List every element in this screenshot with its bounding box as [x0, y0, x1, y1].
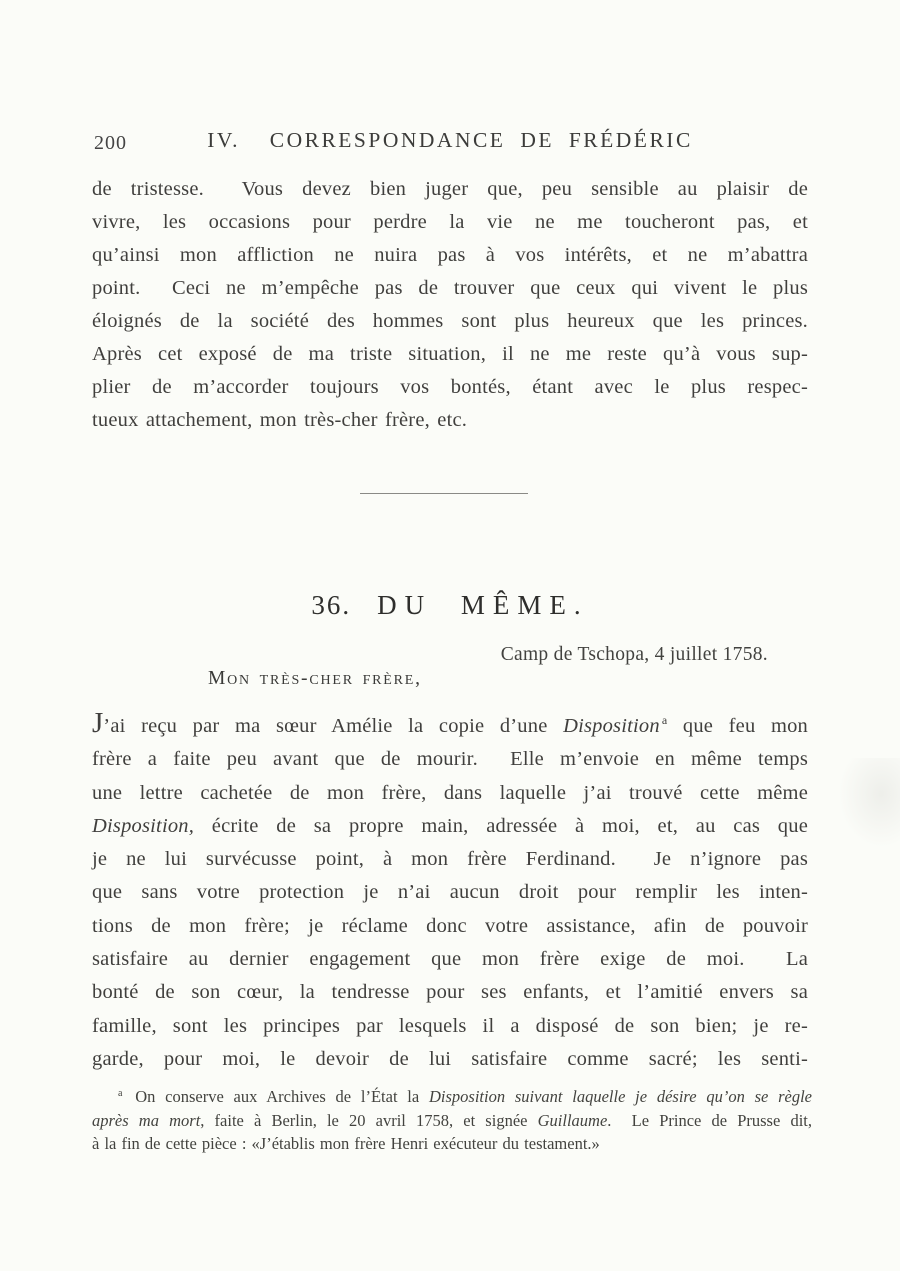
text-segment: tueux attachement, mon très-cher frère, etc. [92, 409, 468, 431]
text-segment: On conserve aux Archives de l’État la [125, 1087, 429, 1106]
text-line [92, 1010, 808, 1043]
text-segment: plier de m’accorder toujours vos bontés, étant avec le plus respec- [92, 376, 808, 398]
text-segment: frère a faite peu avant que de mourir. Elle m’envoie en même temps [92, 748, 808, 771]
text-line [92, 206, 808, 239]
text-line [92, 810, 808, 843]
page-number: 200 [94, 132, 127, 154]
text-segment: qu’ainsi mon affliction ne nuira pas à vos intérêts, et ne m’abattra [92, 244, 808, 266]
section-heading [0, 588, 900, 622]
text-line [92, 910, 808, 943]
text-line [92, 976, 808, 1009]
text-segment: bonté de son cœur, la tendresse pour ses enfants, et l’amitié envers sa [92, 981, 808, 1004]
footnote-reference: a [118, 1087, 123, 1099]
text-line [92, 707, 808, 743]
text-line [92, 272, 808, 305]
text-segment: une lettre cachetée de mon frère, dans laquelle j’ai trouvé cette même [92, 781, 808, 804]
scan-smudge-artifact [838, 758, 900, 848]
text-segment: tions de mon frère; je réclame donc votre assistance, afin de pouvoir [92, 914, 808, 937]
text-segment: que sans votre protection je n’ai aucun droit pour remplir les inten- [92, 881, 808, 904]
text-segment: à la fin de cette pièce : «J’établis mon frère Henri exécuteur du testament.» [92, 1134, 600, 1154]
footnote [92, 1085, 812, 1156]
text-segment: Après cet exposé de ma triste situation, il ne me reste qu’à vous sup- [92, 343, 808, 365]
text-line [92, 338, 808, 371]
text-segment: que feu mon [667, 715, 808, 737]
text-segment: ’ai reçu par ma sœur Amélie la copie d’une [103, 715, 564, 737]
text-segment: satisfaire au dernier engagement que mon frère exige de moi. La [92, 948, 808, 971]
footnote-reference: a [661, 713, 668, 728]
section-number: 36. [311, 590, 352, 620]
text-line [92, 371, 808, 404]
text-line [92, 1109, 812, 1133]
text-line [92, 777, 808, 810]
text-segment: famille, sont les principes par lesquels il a disposé de son bien; je re- [92, 1014, 808, 1037]
text-segment: écrite de sa propre main, adressée à moi, et, au cas que [194, 814, 808, 837]
section-title: DU MÊME. [377, 590, 589, 620]
text-segment: Disposition suivant laquelle je désire qu’on se règle [428, 1087, 812, 1106]
initial-capital: J [92, 707, 104, 739]
text-line [92, 239, 808, 272]
text-line [92, 743, 808, 776]
text-line [92, 876, 808, 909]
text-segment: de tristesse. Vous devez bien juger que, peu sensible au plaisir de [92, 178, 808, 200]
text-line [92, 843, 808, 876]
text-segment: Disposition [563, 715, 660, 737]
text-segment: . Le Prince de Prusse dit, [607, 1110, 812, 1130]
text-line [92, 404, 808, 437]
running-header-title: IV. CORRESPONDANCE DE FRÉDÉRIC [207, 128, 693, 152]
text-line [92, 305, 808, 338]
letter-body [92, 707, 808, 1076]
text-segment: Guillaume [537, 1110, 608, 1130]
text-segment: point. Ceci ne m’empêche pas de trouver que ceux qui vivent le plus [92, 277, 808, 299]
text-segment: , faite à Berlin, le 20 avril 1758, et signée [200, 1110, 538, 1130]
text-segment: après ma mort [92, 1110, 201, 1130]
text-segment: vivre, les occasions pour perdre la vie ne me toucheront pas, et [92, 211, 808, 233]
section-divider [360, 493, 528, 494]
text-segment: éloignés de la société des hommes sont plus heureux que les princes. [92, 310, 808, 332]
salutation: Mon très-cher frère, [208, 668, 422, 689]
text-segment: Disposition, [92, 814, 195, 837]
text-line [92, 173, 808, 206]
text-line [92, 1132, 812, 1156]
text-line [92, 1043, 808, 1076]
text-segment: je ne lui survécusse point, à mon frère Ferdinand. Je n’ignore pas [92, 848, 808, 871]
text-line [92, 943, 808, 976]
dateline: Camp de Tschopa, 4 juillet 1758. [500, 644, 768, 665]
text-line [92, 1085, 812, 1109]
text-segment: garde, pour moi, le devoir de lui satisfaire comme sacré; les senti- [92, 1047, 808, 1070]
opening-paragraph [92, 173, 808, 437]
